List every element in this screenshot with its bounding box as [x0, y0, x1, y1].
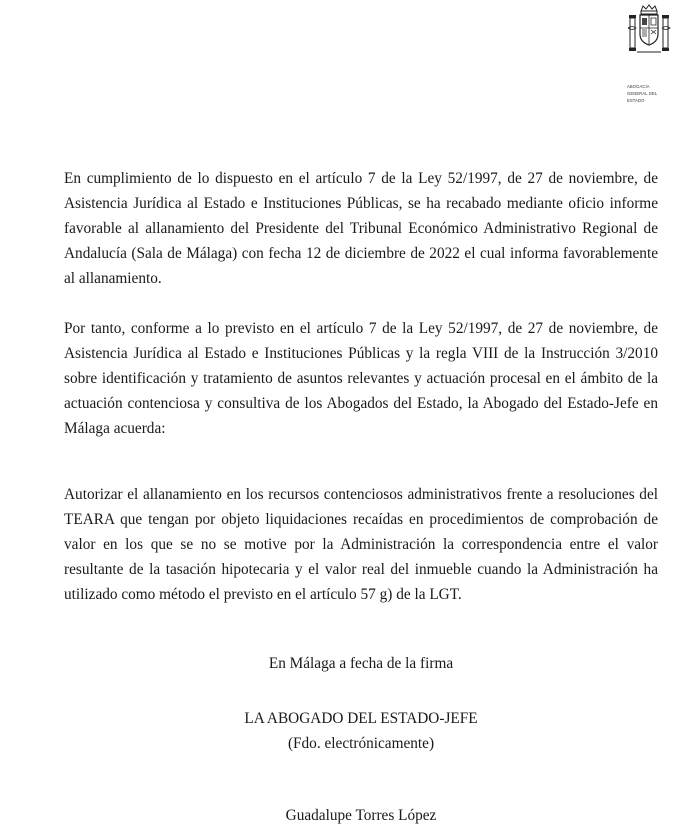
org-line-3: ESTADO	[627, 97, 645, 103]
paragraph-compliance: En cumplimiento de lo dispuesto en el artículo 7 de la Ley 52/1997, de 27 de noviembre, de Asistencia Jurídica al Estado e Instituciones Públicas, se ha recabado mediante oficio informe favorable al allanamiento del Presidente del Tribunal Económico Administrativo Regional de Andalucía (Sala de Málaga) con fecha 12 de diciembre de 2022 el cual informa favorablemente al allanamiento.	[64, 170, 658, 287]
signer-name: Guadalupe Torres López	[285, 807, 437, 824]
org-line-1: ABOGACÍA	[627, 84, 650, 89]
signer-title: LA ABOGADO DEL ESTADO-JEFE	[244, 710, 478, 727]
coat-of-arms-icon	[627, 4, 671, 56]
organization-label	[627, 84, 681, 104]
paragraph-agreement: Por tanto, conforme a lo previsto en el artículo 7 de la Ley 52/1997, de 27 de noviembre, de Asistencia Jurídica al Estado e Instituciones Públicas y la regla VIII de la Instrucción 3/2010 sobre identificación y tratamiento de asuntos relevantes y actuación procesal en el ámbito de la actuación contenciosa y consultiva de los Abogados del Estado, la Abogado del Estado-Jefe en Málaga acuerda:	[64, 320, 658, 437]
paragraph-authorization: Autorizar el allanamiento en los recursos contenciosos administrativos frente a resoluciones del TEARA que tengan por objeto liquidaciones recaídas en procedimientos de comprobación de valor en los que se no se motive por la Administración la correspondencia entre el valor resultante de la tasación hipotecaria y el valor real del inmueble cuando la Administración ha utilizado como método el previsto en el artículo 57 g) de la LGT.	[64, 486, 658, 603]
place-date-line: En Málaga a fecha de la firma	[268, 655, 454, 672]
signature-note: (Fdo. electrónicamente)	[287, 735, 435, 752]
org-line-2: GENERAL DEL	[627, 90, 658, 96]
